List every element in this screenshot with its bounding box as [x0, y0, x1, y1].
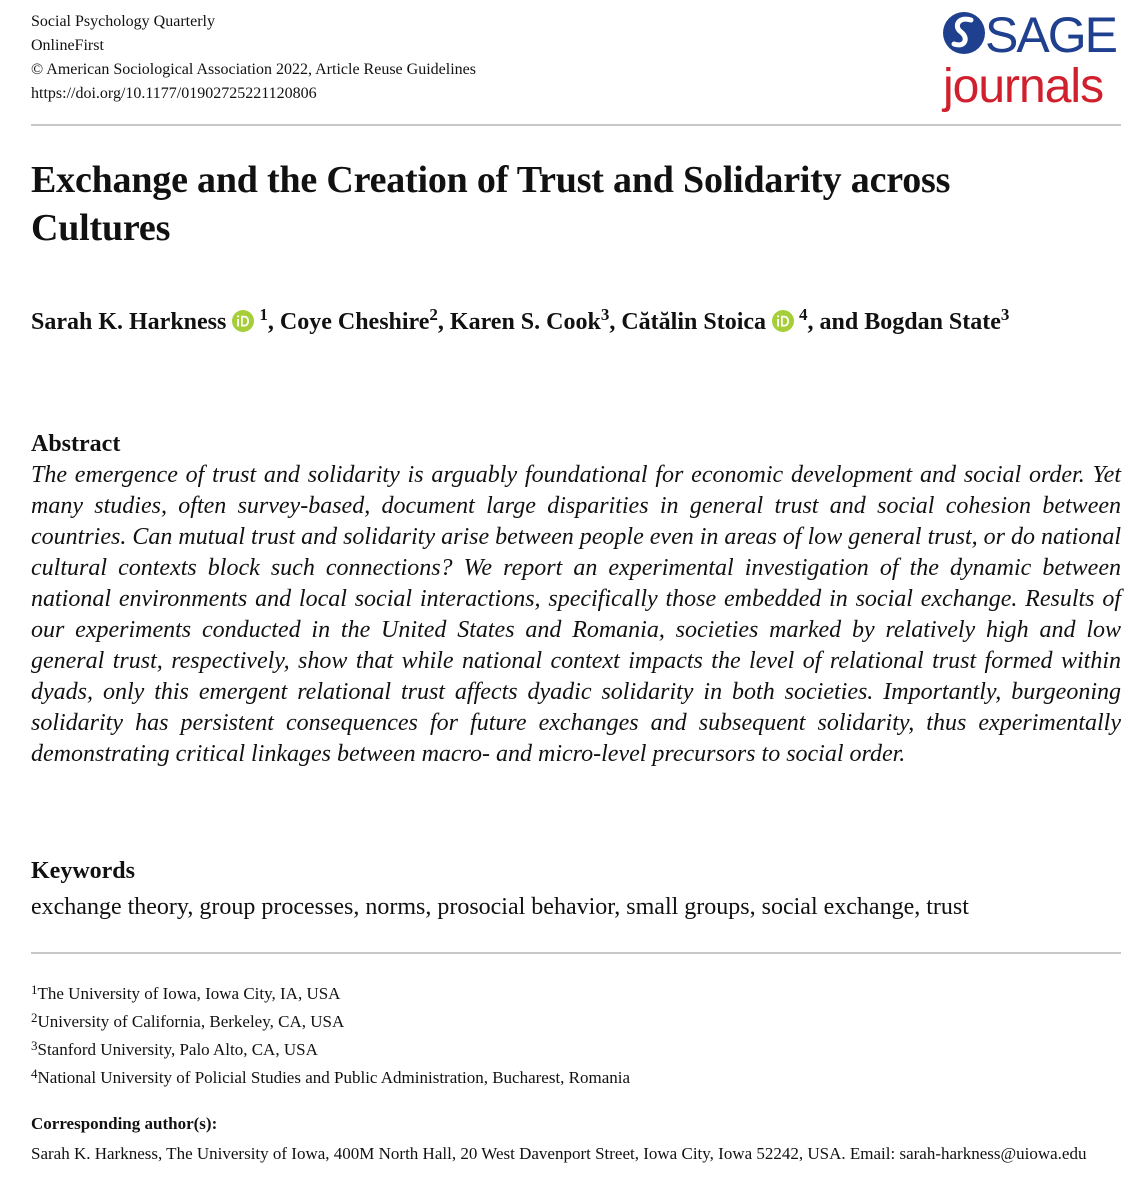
- affiliation-text: The University of Iowa, Iowa City, IA, USA: [37, 984, 341, 1003]
- publication-status: OnlineFirst: [31, 37, 104, 54]
- affiliation-number: 2: [31, 1010, 38, 1025]
- affiliation-number: 4: [31, 1066, 38, 1081]
- author-separator: ,: [609, 309, 622, 335]
- sage-journals-logo[interactable]: [941, 6, 1121, 112]
- footer-divider: [31, 952, 1121, 954]
- affiliation-item: [31, 1008, 630, 1036]
- author-separator: , and: [807, 309, 865, 335]
- orcid-icon[interactable]: [772, 310, 794, 332]
- author-separator: ,: [267, 309, 280, 335]
- journal-name: Social Psychology Quarterly: [31, 13, 215, 30]
- corresponding-author-text: Sarah K. Harkness, The University of Iowa, 400M North Hall, 20 West Davenport Street, Iowa City, Iowa 52242, USA. Email: sarah-harkness@uiowa.edu: [31, 1144, 1087, 1163]
- orcid-icon[interactable]: [232, 310, 254, 332]
- author-name[interactable]: Bogdan State: [864, 309, 1001, 335]
- header-divider: [31, 124, 1121, 126]
- article-title: Exchange and the Creation of Trust and Solidarity across Cultures: [31, 159, 951, 249]
- sage-emblem-icon: [943, 12, 985, 54]
- author-name[interactable]: Sarah K. Harkness: [31, 309, 227, 335]
- copyright-line[interactable]: © American Sociological Association 2022, Article Reuse Guidelines: [31, 61, 476, 78]
- author-affiliation-marker: 2: [429, 305, 438, 324]
- journal-meta: [31, 10, 476, 106]
- author-name[interactable]: Karen S. Cook: [449, 309, 601, 335]
- affiliation-list: [31, 980, 630, 1092]
- keywords-list: exchange theory, group processes, norms, prosocial behavior, small groups, social exchange, trust: [31, 894, 969, 920]
- abstract-text: The emergence of trust and solidarity is arguably foundational for economic development and social order. Yet many studies, often survey-based, document large disparities in general trust and social cohesion between countries. Can mutual trust and solidarity arise between people even in areas of low general trust, or do national cultural contexts block such connections? We report an experimental investigation of the dynamic between national environments and local social interactions, specifically those embedded in social exchange. Results of our experiments conducted in the United States and Romania, societies marked by relatively high and low general trust, respectively, show that while national context impacts the level of relational trust formed within dyads, only this emergent relational trust affects dyadic solidarity in both societies. Importantly, burgeoning solidarity has persistent consequences for future exchanges and subsequent solidarity, thus experimentally demonstrating critical linkages between macro- and micro-level precursors to social order.: [31, 462, 1121, 767]
- abstract-heading: Abstract: [31, 431, 121, 457]
- affiliation-number: 3: [31, 1038, 38, 1053]
- author-name[interactable]: Cătălin Stoica: [621, 309, 767, 335]
- author-affiliation-marker: 3: [600, 305, 610, 324]
- corresponding-heading: Corresponding author(s):: [31, 1114, 218, 1133]
- author-separator: ,: [437, 309, 450, 335]
- affiliation-item: [31, 1036, 630, 1064]
- article-page: [31, 0, 1121, 1200]
- affiliation-item: [31, 980, 630, 1008]
- affiliation-text: University of California, Berkeley, CA, USA: [37, 1012, 345, 1031]
- author-name[interactable]: Coye Cheshire: [279, 309, 430, 335]
- author-affiliation-marker: 4: [799, 305, 808, 324]
- affiliation-text: National University of Policial Studies and Public Administration, Bucharest, Romania: [37, 1068, 631, 1087]
- affiliation-item: [31, 1064, 630, 1092]
- author-affiliation-marker: 3: [1000, 305, 1010, 324]
- doi-link[interactable]: https://doi.org/10.1177/01902725221120806: [31, 85, 317, 102]
- sage-brand-text: SAGE: [985, 7, 1116, 63]
- author-affiliation-marker: 1: [259, 305, 268, 324]
- affiliation-number: 1: [31, 982, 38, 997]
- affiliation-text: Stanford University, Palo Alto, CA, USA: [37, 1040, 318, 1059]
- keywords-heading: Keywords: [31, 858, 135, 884]
- journals-brand-text: journals: [943, 60, 1104, 112]
- sage-logo-graphic: [941, 6, 1121, 112]
- author-list: [31, 304, 1091, 340]
